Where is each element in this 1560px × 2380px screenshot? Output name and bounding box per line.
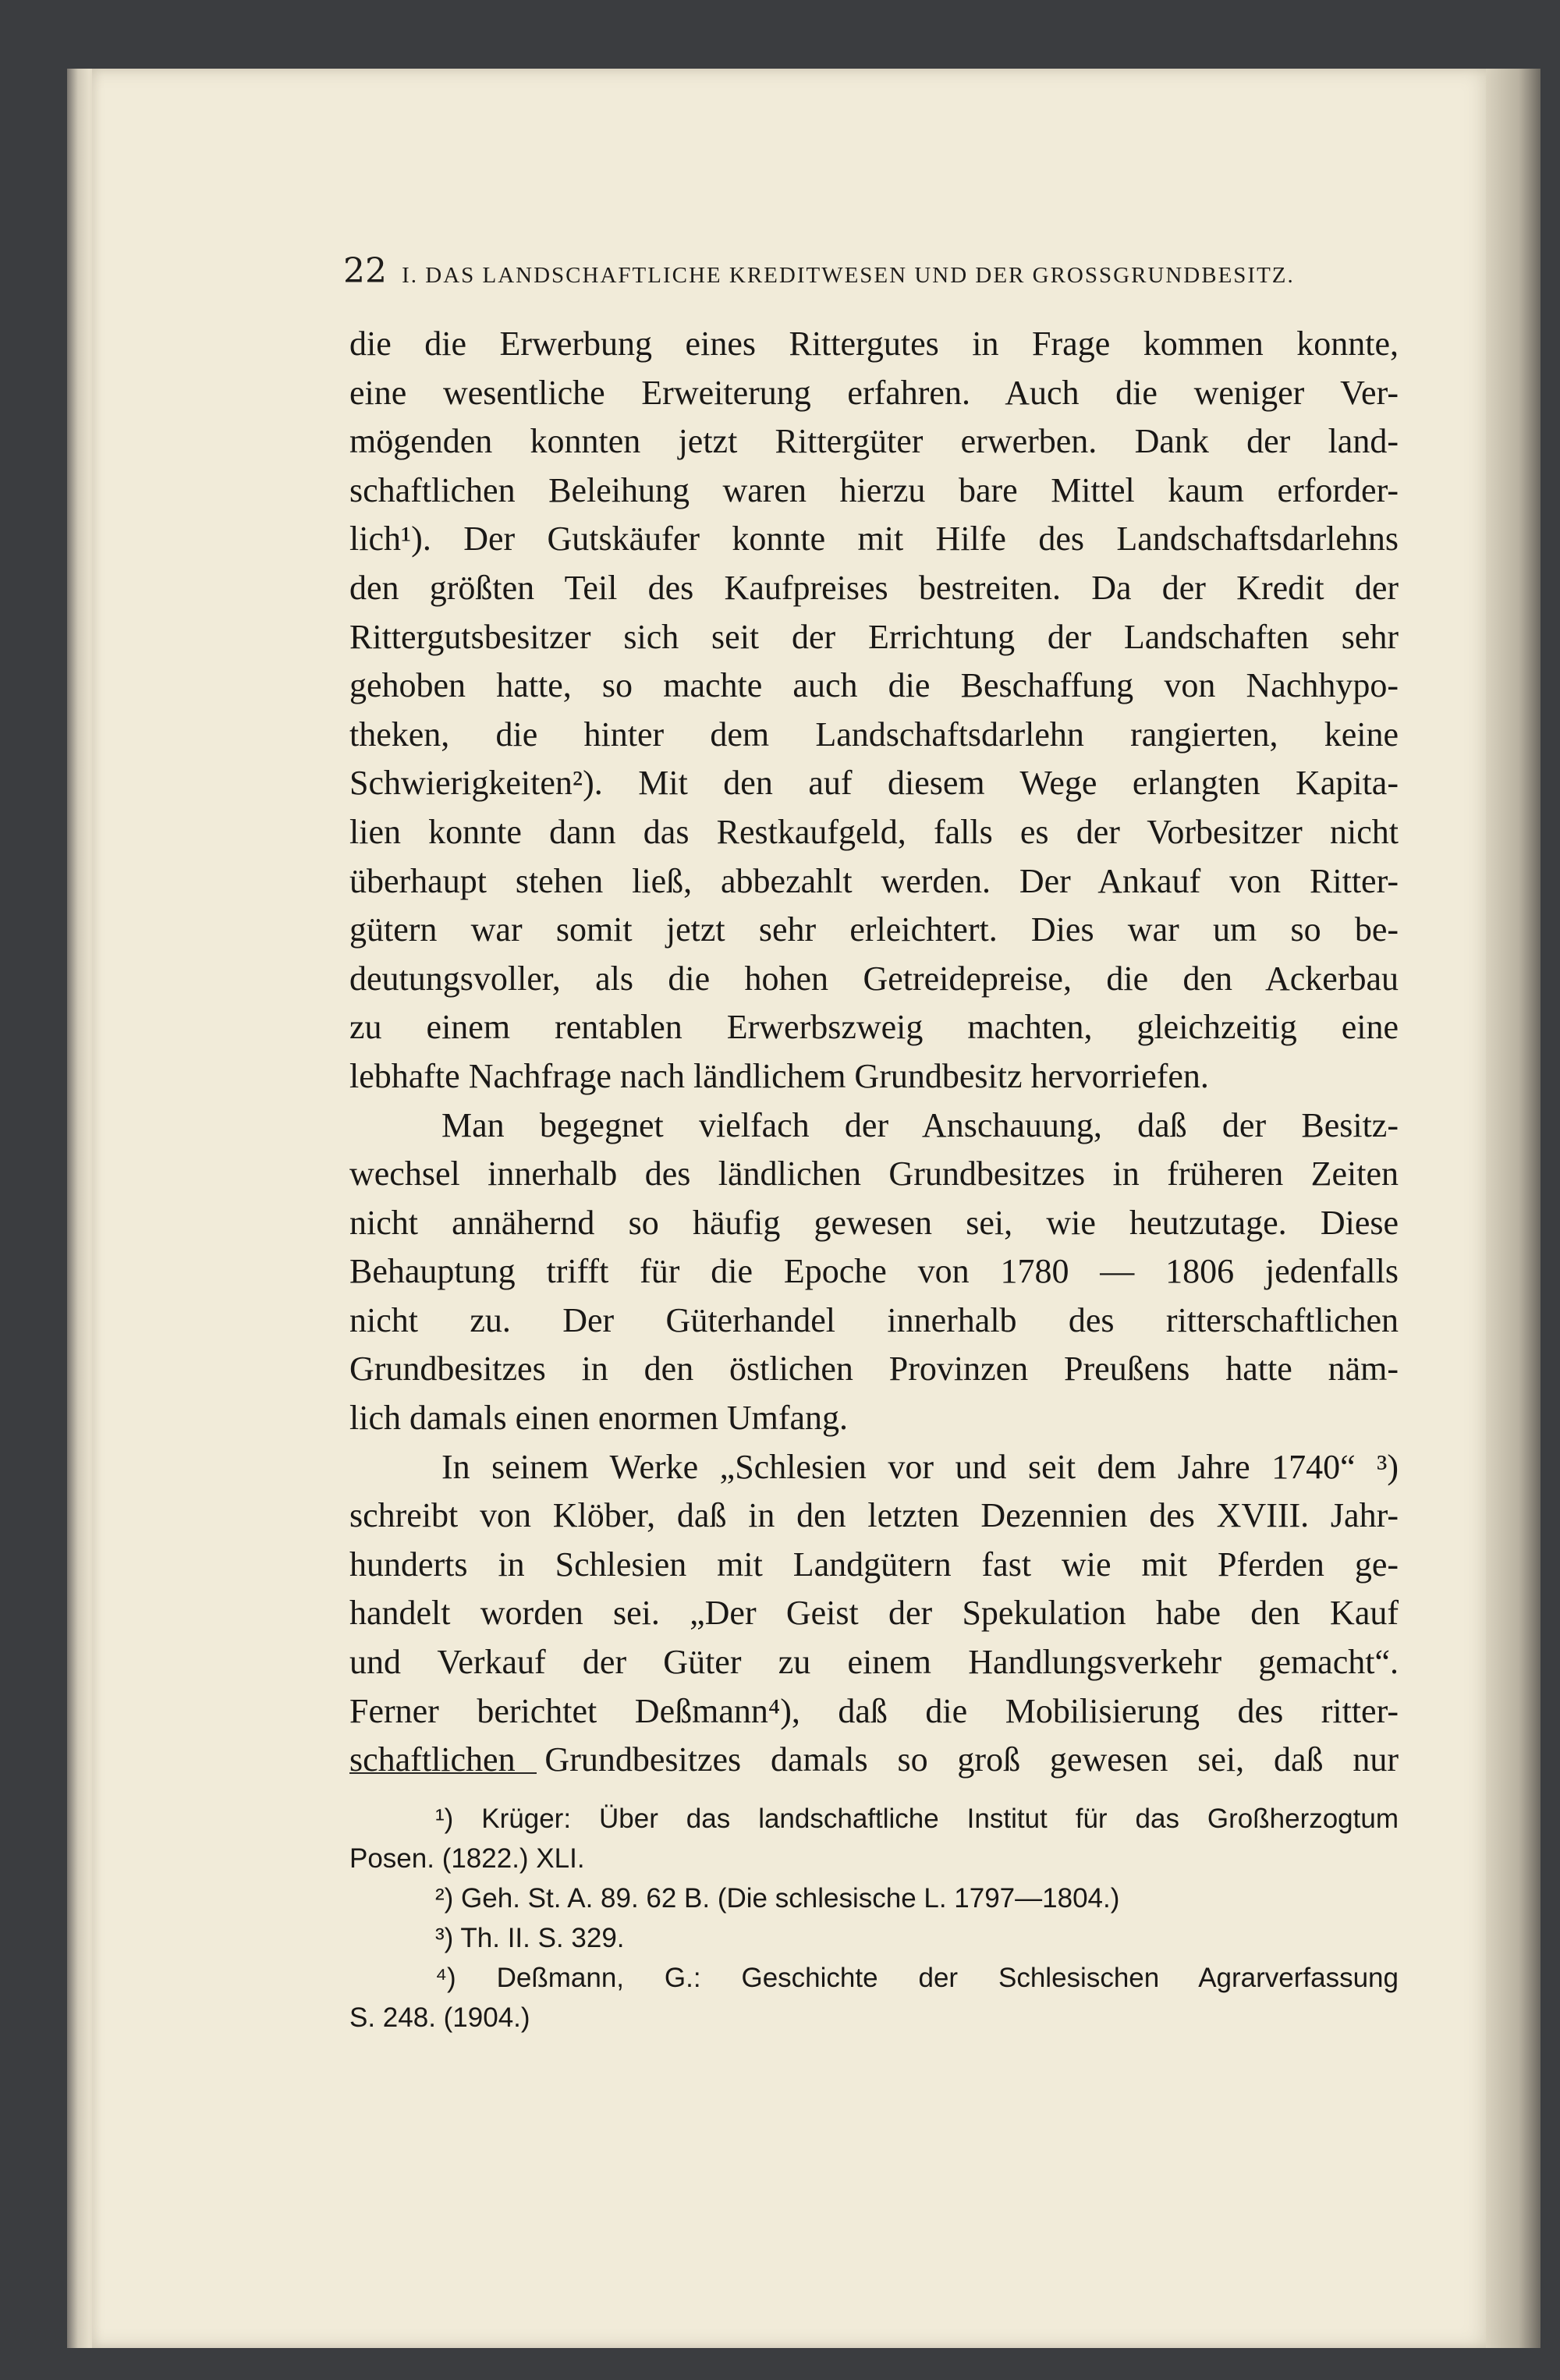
text-line: lich¹). Der Gutskäufer konnte mit Hilfe des Landschaftsdarlehns	[349, 520, 1399, 559]
footnotes	[349, 1799, 1399, 2038]
text-line: theken, die hinter dem Landschaftsdarlehn rangierten, keine	[349, 715, 1399, 754]
text-line: schaftlichen Grundbesitzes damals so groß gewesen sei, daß nur	[349, 1740, 1399, 1779]
footnote-line: Posen. (1822.) XLI.	[349, 1843, 585, 1874]
text-line: hunderts in Schlesien mit Landgütern fast wie mit Pferden ge-	[349, 1545, 1399, 1584]
text-line: Schwierigkeiten²). Mit den auf diesem Wege erlangten Kapita-	[349, 764, 1399, 803]
text-line: den größten Teil des Kaufpreises bestreiten. Da der Kredit der	[349, 568, 1399, 607]
running-head	[343, 251, 1396, 298]
text-line: die die Erwerbung eines Rittergutes in Frage kommen konnte,	[349, 325, 1399, 363]
text-line: eine wesentliche Erweiterung erfahren. Auch die weniger Ver-	[349, 373, 1399, 412]
paragraph-start-line: Man begegnet vielfach der Anschauung, daß der Besitz-	[441, 1105, 1399, 1144]
text-line: handelt worden sei. „Der Geist der Spekulation habe den Kauf	[349, 1594, 1399, 1633]
text-line: Ferner berichtet Deßmann⁴), daß die Mobilisierung des ritter-	[349, 1691, 1399, 1730]
body-text	[349, 320, 1399, 1785]
text-line: lebhafte Nachfrage nach ländlichem Grundbesitz hervorriefen.	[349, 1056, 1209, 1095]
text-line: nicht annähernd so häufig gewesen sei, wie heutzutage. Diese	[349, 1203, 1399, 1242]
paragraph-start-line: In seinem Werke „Schlesien vor und seit dem Jahre 1740“ ³)	[441, 1447, 1399, 1486]
text-line: nicht zu. Der Güterhandel innerhalb des ritterschaftlichen	[349, 1300, 1399, 1339]
text-line: wechsel innerhalb des ländlichen Grundbesitzes in früheren Zeiten	[349, 1155, 1399, 1194]
text-line: mögenden konnten jetzt Rittergüter erwerben. Dank der land-	[349, 422, 1399, 461]
text-line: schaftlichen Beleihung waren hierzu bare Mittel kaum erforder-	[349, 470, 1399, 509]
text-line: zu einem rentablen Erwerbszweig machten, gleichzeitig eine	[349, 1008, 1399, 1047]
footnote-line: ³) Th. II. S. 329.	[435, 1923, 625, 1953]
text-line: Grundbesitzes in den östlichen Provinzen Preußens hatte näm-	[349, 1350, 1399, 1389]
text-line: deutungsvoller, als die hohen Getreidepreise, die den Ackerbau	[349, 959, 1399, 998]
footnote-rule	[349, 1772, 537, 1774]
text-line: schreibt von Klöber, daß in den letzten Dezennien des XVIII. Jahr-	[349, 1496, 1399, 1535]
footnote-line: ²) Geh. St. A. 89. 62 B. (Die schlesische L. 1797—1804.)	[435, 1883, 1120, 1914]
text-line: gütern war somit jetzt sehr erleichtert. Dies war um so be-	[349, 910, 1399, 949]
text-line: Behauptung trifft für die Epoche von 1780 — 1806 jedenfalls	[349, 1252, 1399, 1291]
footnote-line: ¹) Krüger: Über das landschaftliche Institut für das Großherzogtum	[435, 1804, 1399, 1834]
text-line: lien konnte dann das Restkaufgeld, falls es der Vorbesitzer nicht	[349, 812, 1399, 851]
text-line: überhaupt stehen ließ, abbezahlt werden. Der Ankauf von Ritter-	[349, 861, 1399, 900]
text-line: gehoben hatte, so machte auch die Beschaffung von Nachhypo-	[349, 666, 1399, 705]
text-line: lich damals einen enormen Umfang.	[349, 1399, 849, 1438]
page-gutter-shadow	[1486, 69, 1540, 2348]
text-line: Rittergutsbesitzer sich seit der Errichtung der Landschaften sehr	[349, 617, 1399, 656]
footnote-line: S. 248. (1904.)	[349, 2002, 530, 2033]
footnote-line: ⁴) Deßmann, G.: Geschichte der Schlesischen Agrarverfassung	[435, 1963, 1399, 1993]
page-number: 22	[343, 251, 387, 291]
text-line: und Verkauf der Güter zu einem Handlungsverkehr gemacht“.	[349, 1643, 1399, 1682]
running-title: I. DAS LANDSCHAFTLICHE KREDITWESEN UND DER GROSSGRUNDBESITZ.	[402, 263, 1295, 288]
